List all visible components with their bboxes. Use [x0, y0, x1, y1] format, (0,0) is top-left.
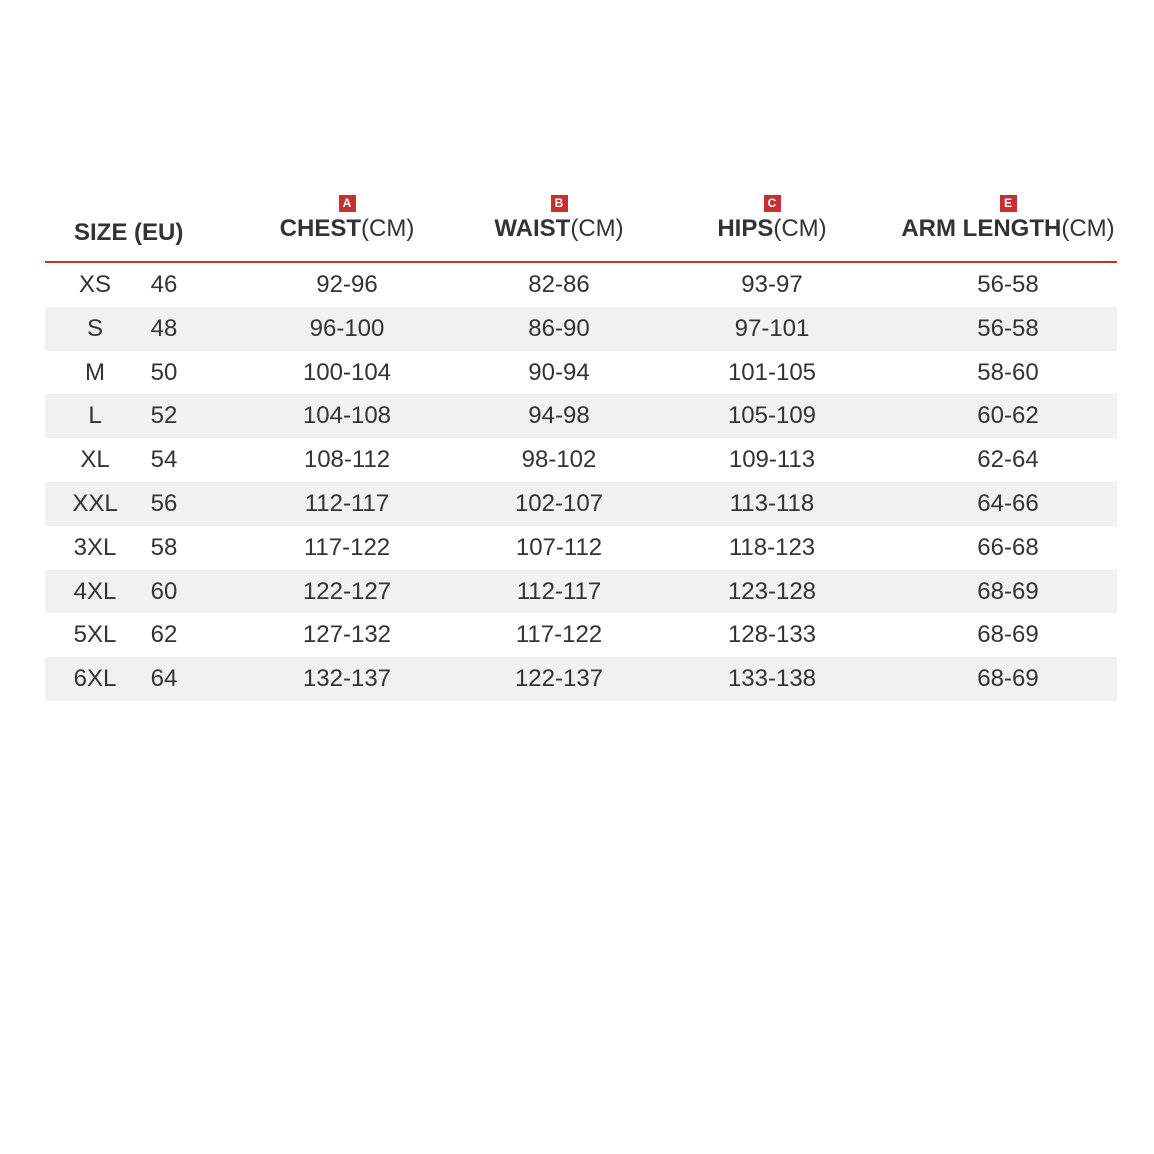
arm-length-cell: 58-60: [977, 358, 1039, 386]
waist-title: WAIST: [494, 215, 571, 242]
arm-length-cell: 56-58: [977, 314, 1039, 342]
eu-size-cell: 52: [150, 402, 178, 430]
waist-cell: 102-107: [514, 489, 604, 517]
eu-size-cell: 62: [150, 621, 178, 649]
eu-size-cell: 50: [150, 358, 178, 386]
arm-length-cell: 68-69: [977, 621, 1039, 649]
waist-cell: 82-86: [528, 271, 590, 298]
chest-cell: 92-96: [316, 271, 378, 298]
table-row: [45, 438, 1117, 482]
chest-cell: 104-108: [302, 402, 392, 430]
waist-cell: 112-117: [516, 577, 602, 605]
waist-cell: 90-94: [528, 358, 590, 386]
arm-length-cell: 60-62: [977, 402, 1039, 430]
hips-cell: 105-109: [727, 402, 817, 430]
size-cell: 4XL: [73, 577, 117, 605]
arm-length-header: [878, 190, 1138, 243]
hips-unit: (CM): [773, 215, 827, 242]
size-chart-table: [45, 190, 1117, 701]
hips-badge: C: [764, 195, 781, 212]
waist-cell: 117-122: [515, 621, 603, 649]
size-cell: S: [86, 314, 103, 342]
table-row: [45, 570, 1117, 614]
hips-cell: 113-118: [729, 489, 815, 517]
chest-cell: 132-137: [302, 665, 392, 693]
hips-cell: 101-105: [727, 358, 817, 386]
hips-cell: 133-138: [727, 665, 817, 693]
chest-cell: 122-127: [302, 577, 392, 605]
arm-length-cell: 68-69: [977, 577, 1039, 605]
hips-cell: 118-123: [728, 533, 816, 561]
arm-length-unit: (CM): [1061, 215, 1115, 242]
arm-length-cell: 66-68: [977, 533, 1039, 561]
table-body: [45, 263, 1117, 701]
waist-cell: 94-98: [528, 402, 590, 430]
table-header: [45, 190, 1117, 263]
table-row: [45, 482, 1117, 526]
size-cell: 3XL: [73, 533, 117, 561]
waist-cell: 86-90: [528, 314, 590, 342]
table-row: [45, 526, 1117, 570]
eu-size-cell: 58: [150, 533, 178, 561]
waist-cell: 98-102: [521, 446, 597, 474]
table-row: [45, 394, 1117, 438]
waist-cell: 122-137: [514, 665, 604, 693]
table-row: [45, 263, 1117, 307]
waist-cell: 107-112: [515, 533, 603, 561]
arm-length-cell: 64-66: [977, 489, 1039, 517]
size-cell: L: [88, 402, 102, 430]
eu-size-cell: 48: [150, 314, 178, 342]
waist-unit: (CM): [570, 215, 624, 242]
hips-title: HIPS: [717, 215, 774, 242]
size-cell: 5XL: [73, 621, 117, 649]
chest-cell: 112-117: [304, 489, 390, 517]
arm-length-cell: 62-64: [977, 446, 1039, 474]
eu-size-cell: 64: [150, 665, 178, 693]
size-cell: XXL: [72, 489, 118, 517]
hips-cell: 109-113: [728, 446, 816, 474]
eu-size-cell: 56: [150, 489, 178, 517]
chest-unit: (CM): [361, 215, 415, 242]
waist-badge: B: [551, 195, 568, 212]
chest-cell: 127-132: [302, 621, 392, 649]
size-cell: M: [85, 358, 105, 386]
chest-cell: 117-122: [303, 533, 391, 561]
eu-size-cell: 54: [150, 446, 178, 474]
size-cell: 6XL: [73, 665, 117, 693]
eu-size-cell: 60: [150, 577, 178, 605]
size-eu-header: SIZE (EU): [74, 219, 184, 246]
eu-size-cell: 46: [150, 271, 178, 298]
size-cell: XL: [80, 446, 110, 474]
chest-cell: 108-112: [303, 446, 391, 474]
chest-cell: 96-100: [309, 314, 385, 342]
table-row: [45, 351, 1117, 395]
chest-badge: A: [339, 195, 356, 212]
arm-length-badge: E: [1000, 195, 1017, 212]
arm-length-title: ARM LENGTH: [901, 215, 1062, 242]
hips-cell: 97-101: [734, 314, 810, 342]
chest-cell: 100-104: [302, 358, 392, 386]
table-row: [45, 657, 1117, 701]
chest-title: CHEST: [279, 215, 362, 242]
hips-cell: 123-128: [727, 577, 817, 605]
hips-cell: 93-97: [741, 271, 803, 298]
hips-cell: 128-133: [727, 621, 817, 649]
arm-length-cell: 56-58: [977, 271, 1039, 298]
hips-header: [642, 190, 902, 243]
size-cell: XS: [78, 271, 111, 298]
arm-length-cell: 68-69: [977, 665, 1039, 693]
table-row: [45, 613, 1117, 657]
table-row: [45, 307, 1117, 351]
